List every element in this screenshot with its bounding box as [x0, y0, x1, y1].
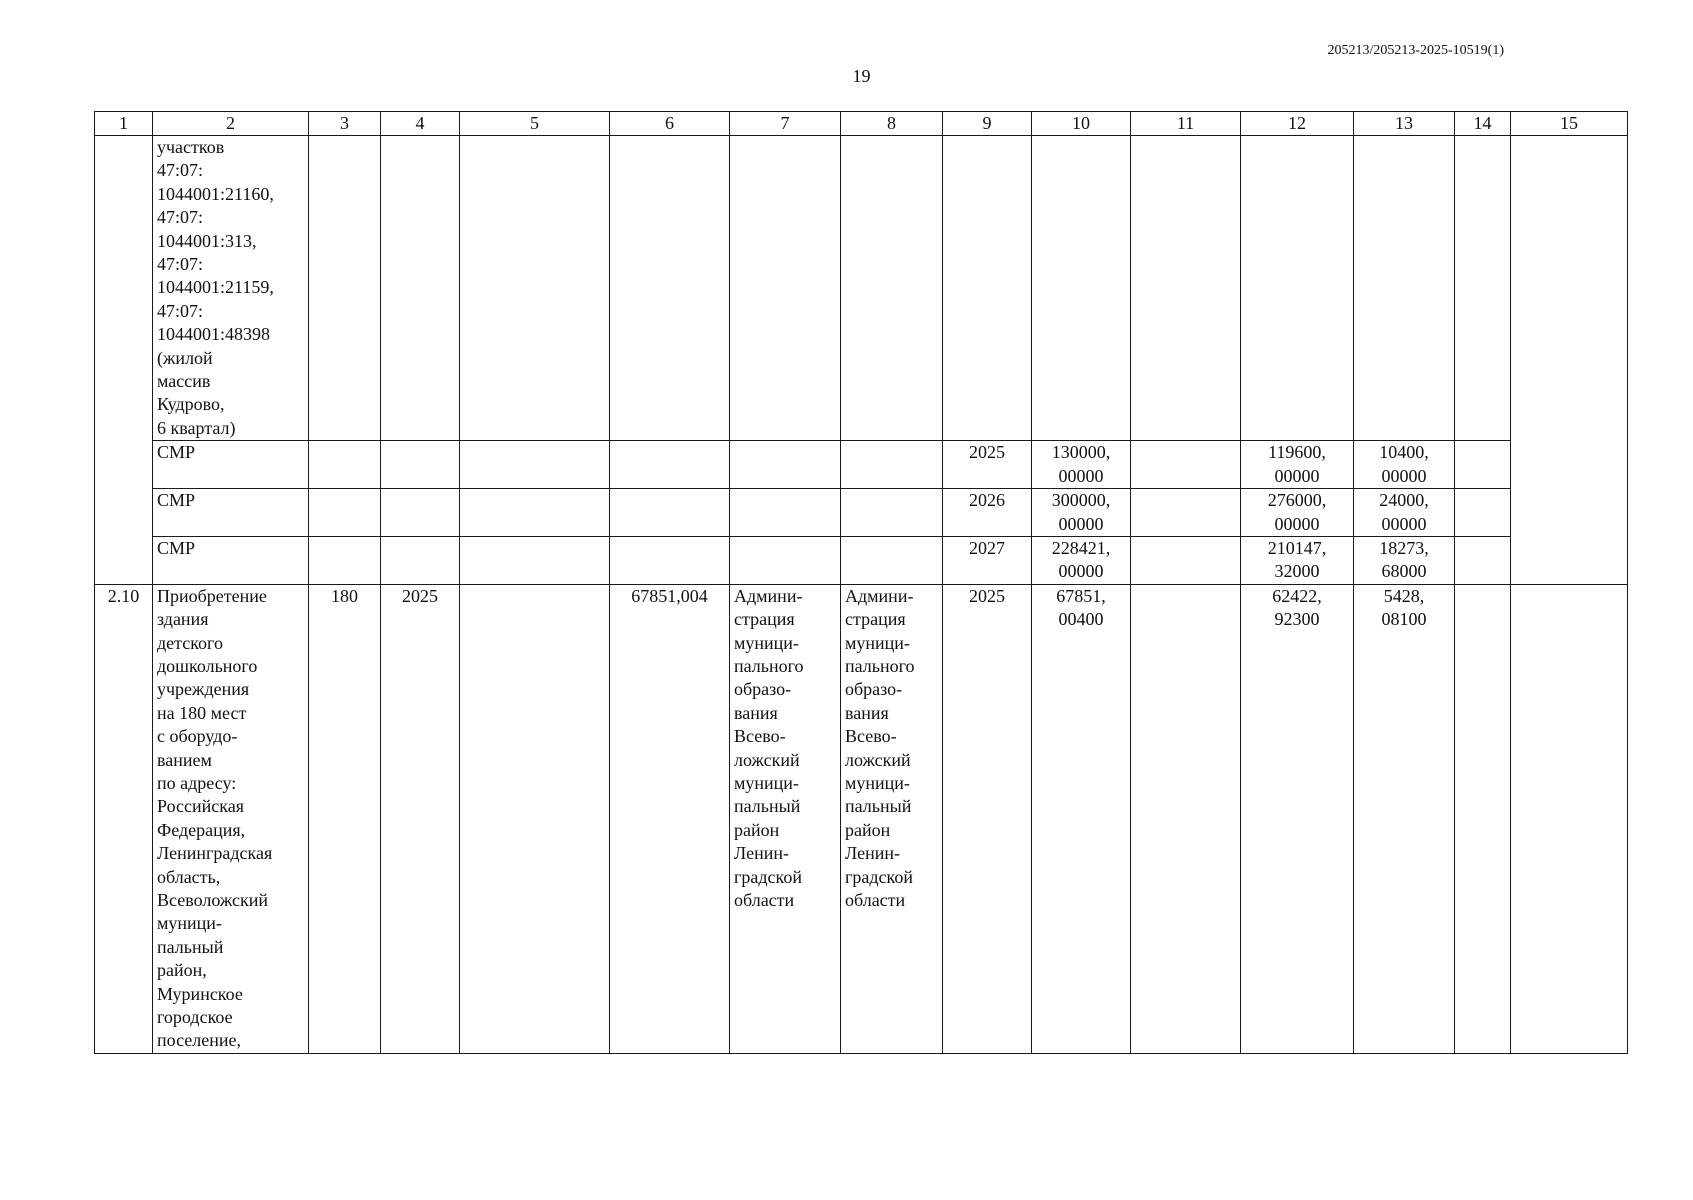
col12-cell: 119600, 00000: [1241, 441, 1354, 489]
total-cell: 130000, 00000: [1032, 441, 1131, 489]
table-cell: [1131, 489, 1241, 537]
year-cell: 2027: [943, 536, 1032, 584]
total-cell: 300000, 00000: [1032, 489, 1131, 537]
table-cell: [1131, 136, 1241, 441]
table-cell: [610, 136, 730, 441]
column-number: 15: [1511, 112, 1628, 136]
table-cell: [943, 136, 1032, 441]
table-cell: [730, 489, 841, 537]
table-cell: [309, 136, 381, 441]
table-cell: [1131, 441, 1241, 489]
year-cell: 2025: [943, 584, 1032, 1053]
row-number-cell: 2.10: [95, 584, 153, 1053]
column-number: 11: [1131, 112, 1241, 136]
column-number: 13: [1354, 112, 1455, 136]
table-cell: [1354, 136, 1455, 441]
document-id: 205213/205213-2025-10519(1): [1327, 43, 1504, 58]
table-cell: [1511, 136, 1628, 585]
table-cell: [730, 441, 841, 489]
table-cell: [1455, 136, 1511, 441]
table-cell: [1455, 441, 1511, 489]
column-number: 6: [610, 112, 730, 136]
col13-cell: 18273, 68000: [1354, 536, 1455, 584]
capacity-cell: 180: [309, 584, 381, 1053]
table-cell: [381, 489, 460, 537]
col12-cell: 276000, 00000: [1241, 489, 1354, 537]
table-cell: [841, 489, 943, 537]
col13-cell: 10400, 00000: [1354, 441, 1455, 489]
table-cell: [381, 441, 460, 489]
column-number: 14: [1455, 112, 1511, 136]
table-cell: [309, 489, 381, 537]
smr-row: [95, 441, 1628, 489]
column-number: 1: [95, 112, 153, 136]
col12-cell: 62422, 92300: [1241, 584, 1354, 1053]
table-cell: [1032, 136, 1131, 441]
table-cell: [730, 536, 841, 584]
column-number: 8: [841, 112, 943, 136]
continued-object-row: [95, 136, 1628, 441]
col13-cell: 5428, 08100: [1354, 584, 1455, 1053]
column-number: 12: [1241, 112, 1354, 136]
column-number: 5: [460, 112, 610, 136]
table-cell: [610, 489, 730, 537]
table-cell: [610, 441, 730, 489]
column-number-row: [95, 112, 1628, 136]
table-cell: [381, 536, 460, 584]
program-table: [94, 111, 1628, 1054]
column-number: 9: [943, 112, 1032, 136]
smr-label-cell: СМР: [153, 536, 309, 584]
object-description-cell: участков 47:07: 1044001:21160, 47:07: 1044001:313, 47:07: 1044001:21159, 47:07: 1044001:48398 (жилой массив Кудрово, 6 квартал): [153, 136, 309, 441]
year-cell: 2025: [943, 441, 1032, 489]
total-cell: 67851, 00400: [1032, 584, 1131, 1053]
table-cell: [1241, 136, 1354, 441]
table-cell: [841, 136, 943, 441]
table-cell: [1511, 584, 1628, 1053]
column-number: 4: [381, 112, 460, 136]
table-cell: [841, 536, 943, 584]
table-cell: [1131, 536, 1241, 584]
smr-row: [95, 489, 1628, 537]
column-number: 7: [730, 112, 841, 136]
table-cell: [460, 489, 610, 537]
table-cell: [841, 441, 943, 489]
table-cell: [730, 136, 841, 441]
object-description-cell: Приобретение здания детского дошкольного учреждения на 180 мест с оборудо- ванием по адресу: Российская Федерация, Ленинградская область, Всеволожский муници- пальный район, Муринское городское поселение,: [153, 584, 309, 1053]
table-cell: [460, 136, 610, 441]
table-cell: [460, 441, 610, 489]
col13-cell: 24000, 00000: [1354, 489, 1455, 537]
table-cell: [309, 441, 381, 489]
table-cell: [1131, 584, 1241, 1053]
page-number: 19: [852, 66, 871, 86]
cost-cell: 67851,004: [610, 584, 730, 1053]
total-cell: 228421, 00000: [1032, 536, 1131, 584]
developer-cell: Админи- страция муници- пального образо- вания Всево- ложский муници- пальный район Ленин- градской области: [841, 584, 943, 1053]
smr-label-cell: СМР: [153, 489, 309, 537]
table-cell: [381, 136, 460, 441]
col12-cell: 210147, 32000: [1241, 536, 1354, 584]
table-cell: [460, 536, 610, 584]
table-cell: [1455, 489, 1511, 537]
table-cell: [95, 136, 153, 585]
customer-cell: Админи- страция муници- пального образо- вания Всево- ложский муници- пальный район Ленин- градской области: [730, 584, 841, 1053]
table-cell: [309, 536, 381, 584]
column-number: 3: [309, 112, 381, 136]
column-number: 2: [153, 112, 309, 136]
table-cell: [610, 536, 730, 584]
smr-label-cell: СМР: [153, 441, 309, 489]
year-cell: 2026: [943, 489, 1032, 537]
table-cell: [1455, 584, 1511, 1053]
column-number: 10: [1032, 112, 1131, 136]
year-cell: 2025: [381, 584, 460, 1053]
table-cell: [460, 584, 610, 1053]
table-cell: [1455, 536, 1511, 584]
object-row-2-10: [95, 584, 1628, 1053]
smr-row: [95, 536, 1628, 584]
